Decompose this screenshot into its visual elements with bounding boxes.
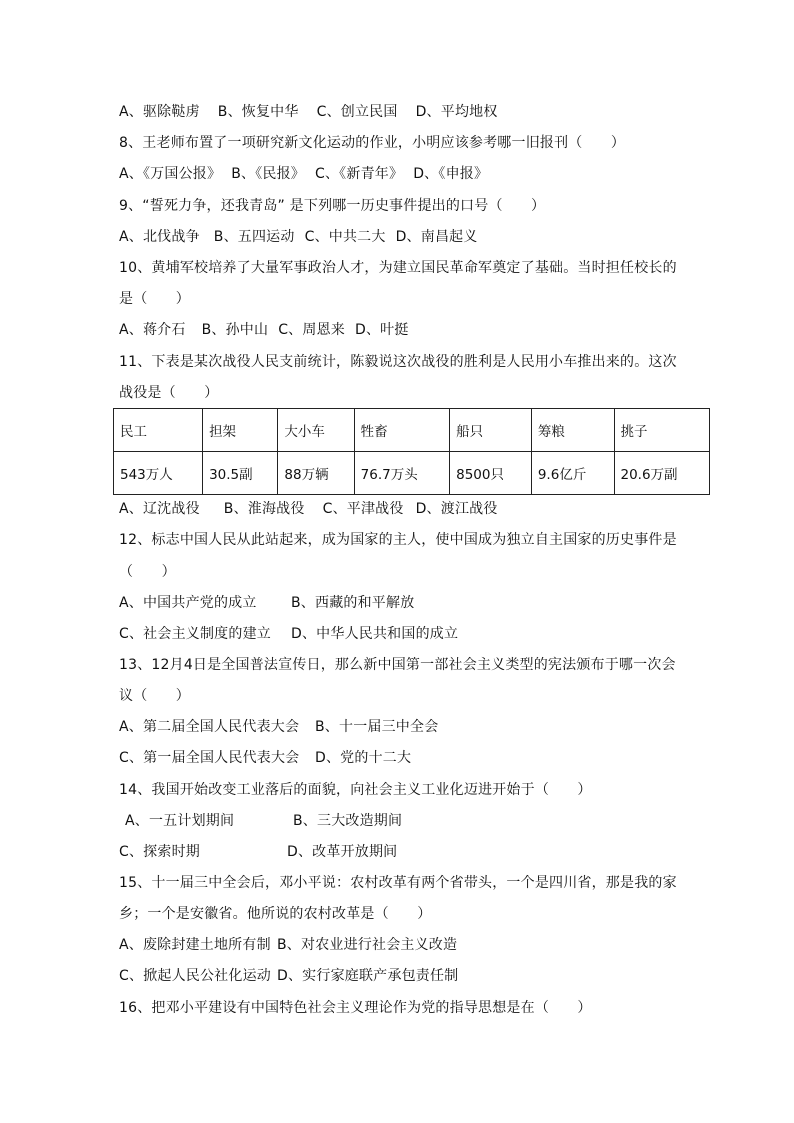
option-b: B、三大改造期间 (293, 813, 403, 829)
table-cell: 9.6亿斤 (531, 452, 614, 495)
option-a: A、第二届全国人民代表大会 (119, 719, 300, 735)
table-cell: 8500只 (450, 452, 532, 495)
q13-stem-line2: 议（ ） (119, 688, 190, 704)
option-d: D、实行家庭联产承包责任制 (277, 968, 459, 984)
q13-options-line2 (119, 748, 411, 768)
q13-stem-line1: 13、12月4日是全国普法宣传日，那么新中国第一部社会主义类型的宪法颁布于哪一次会 (119, 657, 676, 673)
option-d: D、党的十二大 (315, 750, 412, 766)
table-cell: 20.6万副 (614, 452, 710, 495)
option-a: A、《万国公报》 (119, 166, 222, 182)
q10-stem-line2: 是（ ） (119, 291, 190, 307)
option-c: C、中共二大 (304, 229, 386, 245)
q16-stem: 16、把邓小平建设有中国特色社会主义理论作为党的指导思想是在（ ） (119, 1000, 592, 1016)
q11-stem-line1: 11、下表是某次战役人民支前统计，陈毅说这次战役的胜利是人民用小车推出来的。这次 (119, 354, 677, 370)
table-header-cell: 担架 (203, 409, 278, 452)
q15-stem-line2: 乡；一个是安徽省。他所说的农村改革是（ ） (119, 906, 432, 922)
q12-options-line2 (119, 624, 458, 644)
option-a: A、辽沈战役 (119, 501, 200, 517)
q12-options-line1 (119, 593, 414, 613)
q12-stem-line1: 12、标志中国人民从此站起来，成为国家的主人，使中国成为独立自主国家的历史事件是 (119, 532, 677, 548)
q8-stem: 8、王老师布置了一项研究新文化运动的作业，小明应该参考哪一旧报刊（ ） (119, 135, 626, 151)
option-b: B、对农业进行社会主义改造 (277, 937, 458, 953)
table-header-cell: 船只 (450, 409, 532, 452)
option-d: D、改革开放期间 (287, 844, 398, 860)
table-header-cell: 筹粮 (531, 409, 614, 452)
table-header-cell: 挑子 (614, 409, 710, 452)
option-b: B、西藏的和平解放 (291, 595, 415, 611)
option-b: B、恢复中华 (217, 104, 299, 120)
table-header-row (114, 409, 710, 452)
q9-options (119, 227, 478, 247)
option-b: B、《民报》 (231, 166, 305, 182)
q14-stem: 14、我国开始改变工业落后的面貌，向社会主义工业化迈进开始于（ ） (119, 782, 592, 798)
q9-stem: 9、“誓死力争，还我青岛” 是下列哪一历史事件提出的口号（ ） (119, 198, 546, 214)
table-cell: 88万辆 (278, 452, 354, 495)
q10-stem-line1: 10、黄埔军校培养了大量军事政治人才，为建立国民革命军奠定了基础。当时担任校长的 (119, 260, 677, 276)
q14-options-line1 (125, 811, 402, 831)
option-a: A、中国共产党的成立 (119, 595, 257, 611)
option-a: A、北伐战争 (119, 229, 200, 245)
table-row (114, 452, 710, 495)
option-c: C、第一届全国人民代表大会 (119, 750, 300, 766)
option-b: B、孙中山 (201, 322, 269, 338)
option-c: C、平津战役 (322, 501, 404, 517)
option-c: C、《新青年》 (315, 166, 404, 182)
option-c: C、社会主义制度的建立 (119, 626, 271, 642)
q11-options (119, 499, 498, 519)
option-a: A、蒋介石 (119, 322, 186, 338)
option-b: B、十一届三中全会 (315, 719, 439, 735)
option-b: B、五四运动 (213, 229, 295, 245)
q15-options-line2 (119, 966, 458, 986)
q8-options (119, 164, 488, 184)
q15-options-line1 (119, 935, 457, 955)
option-a: A、一五计划期间 (125, 813, 235, 829)
table-header-cell: 大小车 (278, 409, 354, 452)
table-cell: 76.7万头 (354, 452, 449, 495)
q14-options-line2 (119, 842, 397, 862)
option-a: A、废除封建土地所有制 (119, 937, 271, 953)
option-d: D、南昌起义 (395, 229, 478, 245)
option-c: C、创立民国 (316, 104, 398, 120)
option-d: D、叶挺 (354, 322, 409, 338)
support-statistics-table (113, 408, 710, 495)
table-cell: 543万人 (114, 452, 203, 495)
option-a: A、驱除鞑虏 (119, 104, 200, 120)
q12-stem-line2: （ ） (119, 564, 176, 580)
q7-options (119, 102, 498, 122)
option-c: C、掀起人民公社化运动 (119, 968, 271, 984)
q11-stem-line2: 战役是（ ） (119, 385, 219, 401)
table-cell: 30.5副 (203, 452, 278, 495)
option-d: D、《申报》 (413, 166, 489, 182)
table-header-cell: 牲畜 (354, 409, 449, 452)
option-c: C、周恩来 (278, 322, 345, 338)
table-header-cell: 民工 (114, 409, 203, 452)
option-c: C、探索时期 (119, 844, 200, 860)
q15-stem-line1: 15、十一届三中全会后，邓小平说：农村改革有两个省带头，一个是四川省，那是我的家 (119, 875, 677, 891)
q10-options (119, 320, 409, 340)
option-d: D、中华人民共和国的成立 (291, 626, 459, 642)
option-d: D、平均地权 (415, 104, 498, 120)
option-b: B、淮海战役 (223, 501, 305, 517)
q13-options-line1 (119, 717, 438, 737)
option-d: D、渡江战役 (415, 501, 498, 517)
